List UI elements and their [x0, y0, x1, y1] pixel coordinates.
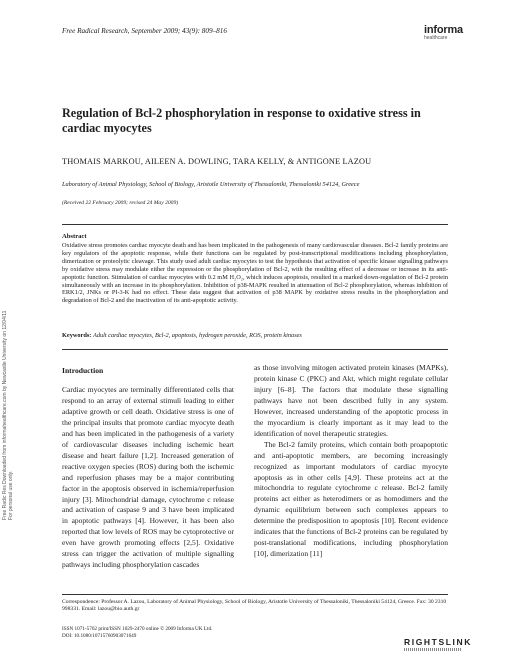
abstract-bottom-rule	[62, 349, 448, 350]
intro-paragraph-1: Cardiac myocytes are terminally differentiated cells that respond to an array of external stimuli leading to either adaptive growth or cell death. Oxidative stress is one of the principal insults that promote cardiac myocyte death and has been implicated in the pathogenesis of a variety of cardiovascular diseases including ischemic heart disease and heart failure [1,2]. Increased generation of reactive oxygen species (ROS) during both the ischemic and reperfusion phases may be a major contributing factor in the apoptosis observed in ischemia/reperfusion injury [3]. Mitochondrial damage, cytochrome c release and activation of caspase 9 and 3 have been implicated in apoptotic pathways [4]. However, it has been also reported that low levels of ROS may be cytoprotective or even have growth promoting effects [2,5]. Oxidative stress can trigger the activation of multiple signalling pathways including phosphorylation cascades	[62, 385, 234, 570]
abstract-text: Oxidative stress promotes cardiac myocyte death and has been implicated in the pathogenesis of many cardiovascular diseases. Bcl-2 family proteins are key regulators of the apoptotic response, while their functions can be regulated by post-transcriptional modifications including phosphorylation, dimerization or proteolytic cleavage. This study used adult cardiac myocytes to test the hypothesis that activation of specific kinase signalling pathways by oxidative stress may modulate either the expression or the phosphorylation of Bcl-2, with the resulting effect of a decrease or increase in its anti-apoptotic function. Stimulation of cardiac myocytes with 0.2 mM H₂O₂, which induces apoptosis, resulted in a marked down-regulation of Bcl-2 protein simultaneously with an increase in its phosphorylation. Inhibition of p38-MAPK resulted in attenuation of Bcl-2 phosphorylation, whereas inhibition of ERK1/2, JNKs or PI-3-K had no effect. These data suggest that activation of p38 MAPK by oxidative stress results in the phosphorylation and degradation of Bcl-2 and the inactivation of its anti-apoptotic activity.	[62, 242, 448, 305]
journal-citation: Free Radical Research, September 2009; 43(9): 809–816	[62, 27, 227, 35]
publisher-logo-sub: healthcare	[424, 35, 448, 41]
intro-paragraph-2: The Bcl-2 family proteins, which contain both proapoptotic and anti-apoptotic members, are becoming increasingly recognized as important modulators of cardiac myocyte apoptosis as in other cells [4,9]. These proteins act at the mitochondria to regulate cytochrome c release. Bcl-2 family proteins act either as heterodimers or as homodimers and the dynamic equilibrium between such complexes appears to determine the predisposition to apoptosis [10]. Recent evidence indicates that the functions of Bcl-2 proteins can be regulated by post-translational modifications, including phosphorylation [10], dimerization [11]	[254, 439, 448, 559]
rightslink-underline	[404, 648, 462, 651]
rightslink-text: RIGHTSLINK	[404, 637, 472, 647]
publisher-logo-name: informa	[424, 24, 463, 36]
affiliation: Laboratory of Animal Physiology, School of Biology, Aristotle University of Thessaloniki, Thessaloniki 54124, Greece	[62, 181, 360, 188]
keywords-line	[62, 332, 448, 339]
rightslink-logo	[404, 637, 472, 651]
publication-info	[62, 626, 212, 640]
keywords-text: Adult cardiac myocytes, Bcl-2, apoptosis, hydrogen peroxide, ROS, protein kinases	[92, 332, 302, 339]
author-list: THOMAIS MARKOU, AILEEN A. DOWLING, TARA KELLY, & ANTIGONE LAZOU	[62, 157, 372, 166]
body-column-left	[62, 385, 234, 571]
received-dates: (Received 22 February 2009; revised 24 May 2009)	[62, 200, 179, 206]
footnote-rule	[62, 594, 448, 595]
publisher-logo	[424, 24, 463, 41]
body-column-right	[254, 363, 448, 560]
keywords-label: Keywords:	[62, 332, 92, 339]
article-title: Regulation of Bcl-2 phosphorylation in response to oxidative stress in cardiac myocytes	[62, 106, 421, 135]
issn-line: ISSN 1071-5762 print/ISSN 1029-2470 online © 2009 Informa UK Ltd.	[62, 626, 213, 632]
download-notice: Free Radic Res Downloaded from informahealthcare.com by Newcastle University on 12/04/11 For personal use only.	[2, 310, 14, 520]
doi-line: DOI: 10.1080/10715760903071649	[62, 633, 137, 639]
correspondence-note: Correspondence: Professor A. Lazou, Laboratory of Animal Physiology, School of Biology, Aristotle University of Thessaloniki, Thessaloniki 54124, Greece. Fax: 30 2310 998331. Email: lazou@bio.auth.gr	[62, 599, 447, 613]
section-heading-introduction: Introduction	[62, 366, 104, 375]
abstract-top-rule	[62, 224, 448, 225]
intro-paragraph-1-cont: as those involving mitogen activated protein kinases (MAPKs), protein kinase C (PKC) and Akt, which might regulate cellular injury [6–8]. The factors that modulate these signalling pathways have not been described fully in any system. However, increased understanding of the apoptotic process in the myocardium is clearly important as it may lead to the identification of novel therapeutic strategies.	[254, 363, 448, 438]
abstract-heading: Abstract	[62, 233, 87, 240]
